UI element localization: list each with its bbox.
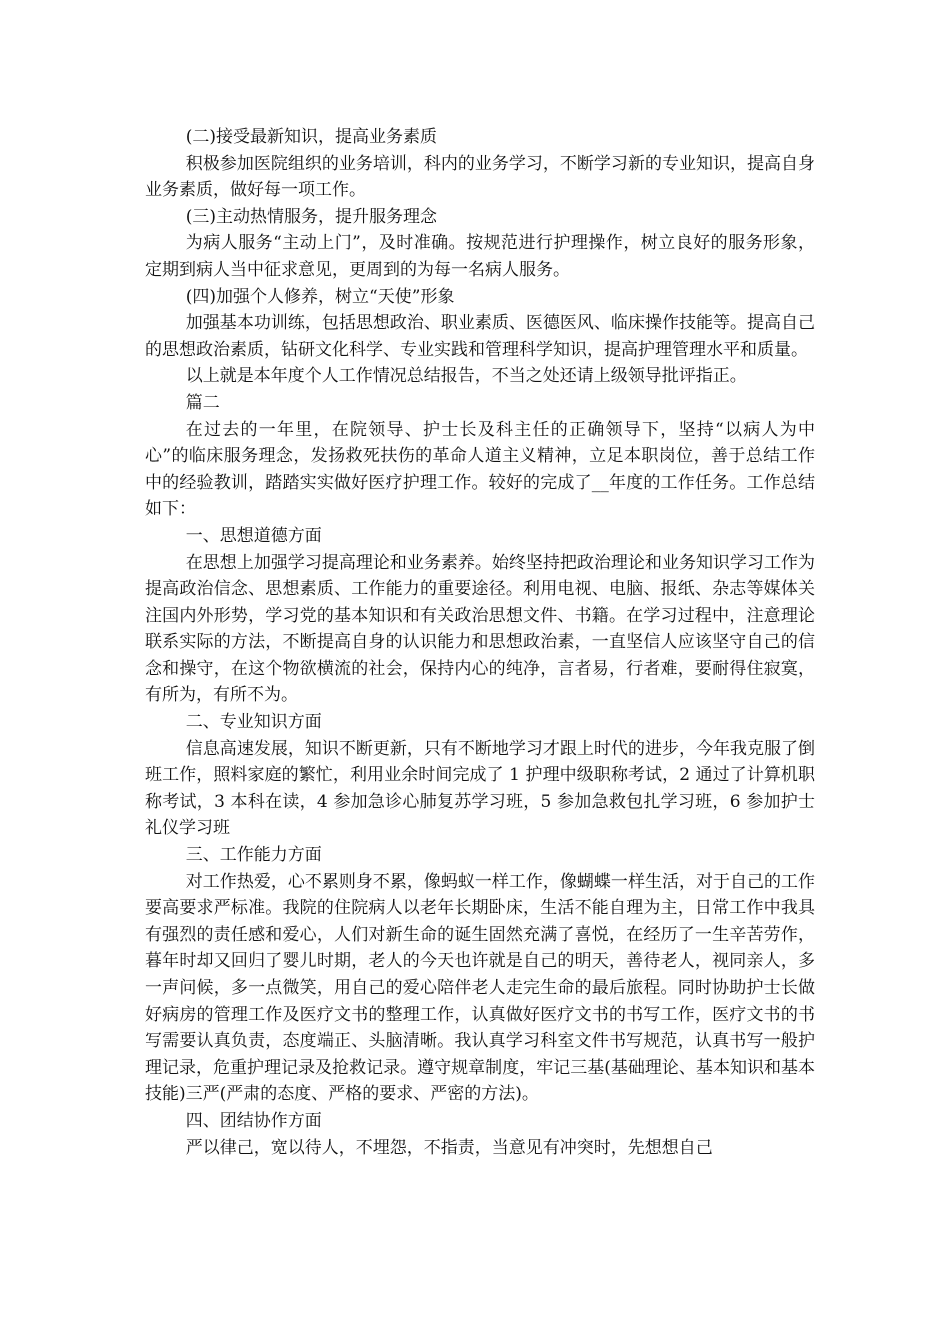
paragraph-teamwork: 严以律己，宽以待人，不埋怨，不指责，当意见有冲突时，先想想自己	[185, 1137, 713, 1158]
section-heading-knowledge: (二)接受最新知识，提高业务素质	[185, 127, 438, 147]
paragraph-training: 积极参加医院组织的业务培训，科内的业务学习，不断学习新的专业知识，提高自身业务素质，做好每一项工作。	[145, 153, 815, 201]
paragraph-professional: 信息高速发展，知识不断更新，只有不断地学习才跟上时代的进步，今年我克服了倒班工作，照料家庭的繁忙，利用业余时间完成了 1 护理中级职称考试，2 通过了计算机职称考试，3 本科在读，4 参加急诊心肺复苏学习班，5 参加急救包扎学习班，6 参加护士礼仪学习班	[145, 738, 815, 839]
paragraph-service: 为病人服务“主动上门”，及时准确。按规范进行护理操作，树立良好的服务形象，定期到病人当中征求意见，更周到的为每一名病人服务。	[145, 233, 815, 280]
section-heading-ideology: 一、思想道德方面	[185, 525, 322, 546]
document-page	[145, 124, 815, 1161]
paragraph-ideology: 在思想上加强学习提高理论和业务素养。始终坚持把政治理论和业务知识学习工作为提高政治信念、思想素质、工作能力的重要途径。利用电视、电脑、报纸、杂志等媒体关注国内外形势，学习党的基本知识和有关政治思想文件、书籍。在学习过程中，注意理论联系实际的方法，不断提高自身的认识能力和思想政治素，一直坚信人应该坚守自己的信念和操守，在这个物欲横流的社会，保持内心的纯净，言者易，行者难，要耐得住寂寞，有所为，有所不为。	[145, 552, 815, 706]
section-heading-cultivation: (四)加强个人修养，树立“天使”形象	[185, 286, 455, 307]
section-heading-service: (三)主动热情服务，提升服务理念	[185, 206, 438, 227]
section-heading-professional: 二、专业知识方面	[185, 712, 322, 733]
paragraph-cultivation: 加强基本功训练，包括思想政治、职业素质、医德医风、临床操作技能等。提高自己的思想政治素质，钻研文化科学、专业实践和管理科学知识，提高护理管理水平和质量。	[145, 313, 815, 360]
section-heading-teamwork: 四、团结协作方面	[185, 1110, 322, 1131]
paragraph-ability: 对工作热爱，心不累则身不累，像蚂蚁一样工作，像蝴蝶一样生活，对于自己的工作要高要求严标准。我院的住院病人以老年长期卧床，生活不能自理为主，日常工作中我具有强烈的责任感和爱心，人们对新生命的诞生固然充满了喜悦，在经历了一生辛苦劳作，暮年时却又回归了婴儿时期，老人的今天也许就是自己的明天，善待老人，视同亲人，多一声问候，多一点微笑，用自己的爱心陪伴老人走完生命的最后旅程。同时协助护士长做好病房的管理工作及医疗文书的整理工作，认真做好医疗文书的书写工作，医疗文书的书写需要认真负责，态度端正、头脑清晰。我认真学习科室文件书写规范，认真书写一般护理记录，危重护理记录及抢救记录。遵守规章制度，牢记三基(基础理论、基本知识和基本技能)三严(严肃的态度、严格的要求、严密的方法)。	[145, 871, 815, 1105]
section-heading-ability: 三、工作能力方面	[185, 845, 322, 866]
paragraph-intro: 在过去的一年里，在院领导、护士长及科主任的正确领导下，坚持“以病人为中心”的临床服务理念，发扬救死扶伤的革命人道主义精神，立足本职岗位，善于总结工作中的经验教训，踏踏实实做好医疗护理工作。较好的完成了__年度的工作任务。工作总结如下：	[145, 419, 815, 520]
paragraph-closing: 以上就是本年度个人工作情况总结报告，不当之处还请上级领导批评指正。	[185, 366, 747, 387]
part-two-title: 篇二	[185, 392, 220, 413]
